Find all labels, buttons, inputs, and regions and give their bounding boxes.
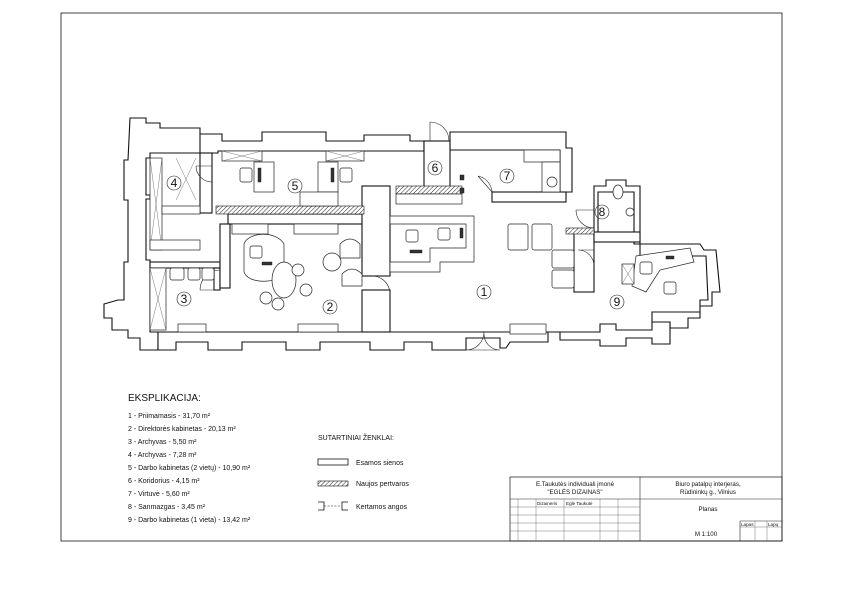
room1-furniture bbox=[390, 194, 574, 334]
chair bbox=[170, 268, 184, 280]
new-partition-8 bbox=[566, 228, 594, 234]
floor-plan bbox=[104, 118, 720, 350]
armchair bbox=[340, 239, 360, 258]
drawing-frame bbox=[61, 13, 782, 541]
svg-text:9: 9 bbox=[613, 295, 621, 309]
desk bbox=[254, 162, 274, 192]
role-label: Dizaineris bbox=[537, 501, 558, 506]
room-label-1 bbox=[477, 285, 491, 299]
svg-text:5: 5 bbox=[291, 179, 299, 193]
armchair bbox=[552, 250, 574, 268]
chair bbox=[240, 168, 252, 182]
svg-text:6: 6 bbox=[431, 161, 439, 175]
cabinet bbox=[294, 224, 338, 234]
wall-room2-right-b bbox=[362, 290, 390, 332]
explication bbox=[128, 393, 251, 524]
cabinet bbox=[300, 192, 338, 206]
svg-text:7: 7 bbox=[503, 169, 511, 183]
explication-item: 2 - Direktorės kabinetas - 20,13 m² bbox=[128, 426, 236, 433]
legend-openings bbox=[318, 502, 407, 511]
monitor bbox=[666, 256, 674, 259]
designer-name: Eglė Taukutė bbox=[566, 501, 593, 506]
sink bbox=[547, 177, 557, 187]
desk bbox=[318, 162, 338, 192]
sofa bbox=[508, 224, 528, 250]
round-table bbox=[323, 253, 341, 271]
explication-item: 6 - Koridorius - 4,15 m² bbox=[128, 478, 200, 485]
door-kitchen bbox=[478, 176, 492, 196]
explication-item: 4 - Archyvas - 7,28 m² bbox=[128, 452, 197, 459]
armchair bbox=[552, 270, 574, 288]
monitor bbox=[262, 262, 272, 265]
new-partition-6 bbox=[396, 186, 462, 194]
monitor bbox=[410, 250, 422, 253]
chair bbox=[272, 298, 284, 310]
sofa bbox=[532, 224, 552, 250]
room-label-2 bbox=[323, 300, 337, 314]
company-name: E.Taukutės individuali įmonė bbox=[535, 481, 615, 488]
legend-new-partitions bbox=[318, 481, 409, 488]
chair bbox=[292, 264, 304, 276]
new-partition-5 bbox=[216, 206, 364, 214]
room4-furniture bbox=[150, 158, 200, 250]
svg-text:4: 4 bbox=[170, 176, 178, 190]
chair bbox=[300, 284, 312, 296]
chair bbox=[260, 292, 272, 304]
explication-item: 9 - Darbo kabinetas (1 vieta) - 13,42 m² bbox=[128, 517, 251, 524]
counter bbox=[524, 150, 560, 162]
svg-text:1: 1 bbox=[480, 285, 488, 299]
legend-existing-walls bbox=[318, 459, 404, 467]
wall-room2-top bbox=[228, 214, 374, 224]
svg-text:Esamos sienos: Esamos sienos bbox=[356, 460, 404, 467]
legend bbox=[318, 433, 409, 511]
cabinet bbox=[232, 224, 268, 234]
toilet bbox=[613, 185, 623, 199]
fixture bbox=[460, 175, 464, 180]
chair bbox=[250, 246, 262, 258]
project-address: Rūdininkų g., Vilnius bbox=[680, 489, 736, 496]
door-wc bbox=[576, 210, 594, 228]
room2-furniture bbox=[232, 224, 362, 332]
door-corridor-top bbox=[430, 122, 449, 141]
project-name: Biuro patalpų interjeras, bbox=[675, 481, 741, 488]
sheet-title: Planas bbox=[698, 506, 718, 513]
reception-counter bbox=[390, 216, 474, 272]
room-label-5 bbox=[288, 179, 302, 193]
monitor bbox=[258, 168, 261, 182]
wall-kitchen-bottom bbox=[492, 192, 566, 202]
cabinet bbox=[178, 324, 206, 332]
svg-text:Kertamos angos: Kertamos angos bbox=[356, 504, 407, 511]
wall-room3-top bbox=[150, 262, 220, 268]
explication-item: 5 - Darbo kabinetas (2 vietų) - 10,90 m² bbox=[128, 465, 251, 472]
svg-text:2: 2 bbox=[326, 300, 334, 314]
explication-item: 1 - Priimamasis - 31,70 m² bbox=[128, 413, 211, 420]
chair bbox=[640, 262, 652, 274]
chair bbox=[406, 230, 418, 242]
explication-item: 7 - Virtuvė - 5,60 m² bbox=[128, 491, 190, 498]
shelf bbox=[162, 206, 200, 214]
room-label-3 bbox=[177, 292, 191, 306]
wall-room2-right bbox=[362, 186, 390, 276]
room9-furniture bbox=[622, 248, 694, 294]
wall-room9-left bbox=[574, 232, 594, 292]
explication-item: 8 - Sanmazgas - 3,45 m² bbox=[128, 504, 206, 511]
cabinet bbox=[298, 324, 338, 332]
legend-title: SUTARTINIAI ŽENKLAI: bbox=[318, 435, 394, 442]
chair bbox=[188, 268, 200, 280]
svg-text:8: 8 bbox=[598, 205, 606, 219]
title-block bbox=[510, 477, 782, 541]
room-label-7 bbox=[500, 169, 514, 183]
sink bbox=[626, 208, 634, 216]
wall-bottom bbox=[158, 322, 670, 350]
chair bbox=[202, 268, 214, 280]
sheet-label: Lapas bbox=[741, 522, 754, 527]
monitor bbox=[460, 228, 463, 238]
monitor bbox=[331, 168, 334, 182]
scale: M 1:100 bbox=[694, 531, 718, 538]
chair bbox=[438, 228, 450, 240]
room-label-9 bbox=[610, 295, 624, 309]
svg-text:3: 3 bbox=[180, 292, 188, 306]
wall-room2-left bbox=[220, 224, 230, 288]
fixture bbox=[460, 188, 464, 193]
wall-room4-5 bbox=[200, 153, 212, 213]
wall-room9-top bbox=[594, 232, 640, 242]
room-label-4 bbox=[167, 176, 181, 190]
chair bbox=[340, 168, 352, 182]
cabinet bbox=[396, 194, 462, 204]
bench bbox=[510, 324, 546, 334]
chair bbox=[664, 282, 676, 294]
sheets-label: Lapų bbox=[768, 522, 779, 527]
company-brand: "EGLĖS DIZAINAS" bbox=[547, 489, 603, 496]
explication-item: 3 - Archyvas - 5,50 m² bbox=[128, 439, 197, 446]
shelf bbox=[150, 240, 200, 250]
explication-title: EKSPLIKACIJA: bbox=[128, 393, 201, 404]
svg-text:Naujos pertvaros: Naujos pertvaros bbox=[356, 481, 409, 488]
armchair bbox=[342, 269, 362, 286]
wall-top-room5 bbox=[200, 132, 424, 153]
wall-room3-right bbox=[214, 268, 220, 290]
